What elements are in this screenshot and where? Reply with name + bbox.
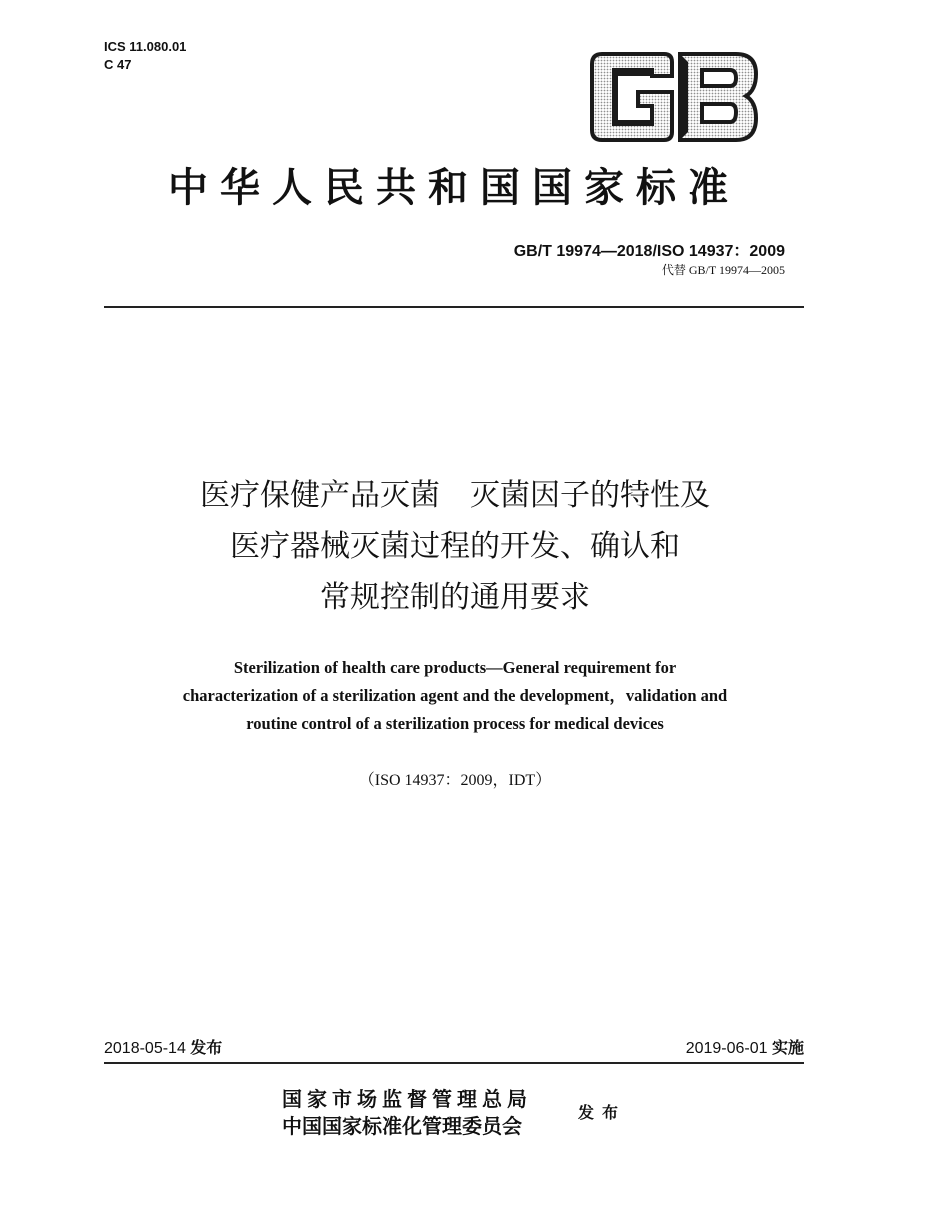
issuer-sac: 中国国家标准化管理委员会 <box>282 1114 522 1138</box>
classification-codes <box>104 38 186 74</box>
national-standard-heading: 中华人民共和国国家标准 <box>168 164 740 211</box>
publish-label: 发布 <box>578 1103 627 1122</box>
english-title-line-1: Sterilization of health care products—General requirement for <box>233 658 677 677</box>
english-title <box>75 654 835 738</box>
implementation-date-value: 2019-06-01 <box>685 1040 768 1057</box>
iso-equivalence: （ISO 14937：2009，IDT） <box>358 772 552 789</box>
header-divider <box>104 306 804 308</box>
ics-code: ICS 11.080.01 <box>104 39 187 54</box>
english-title-line-2: characterization of a sterilization agent and the development，validation and <box>182 686 728 705</box>
chinese-title-line-2: 医疗器械灭菌过程的开发、确认和 <box>230 529 680 564</box>
issue-date <box>104 1037 222 1060</box>
issuing-authorities <box>282 1086 532 1140</box>
issue-date-value: 2018-05-14 <box>104 1040 186 1057</box>
ccs-code: C 47 <box>104 57 132 72</box>
gb-logo <box>588 50 760 144</box>
footer-divider <box>104 1062 804 1064</box>
replaces-standard: 代替 GB/T 19974—2005 <box>661 263 785 277</box>
standard-number: GB/T 19974—2018/ISO 14937：2009 <box>513 243 785 260</box>
implementation-date <box>686 1037 804 1060</box>
issuer-samr: 国家市场监督管理总局 <box>282 1087 532 1111</box>
implementation-date-label: 实施 <box>771 1038 804 1057</box>
chinese-title-line-1: 医疗保健产品灭菌 灭菌因子的特性及 <box>200 478 710 513</box>
issue-date-label: 发布 <box>190 1038 223 1057</box>
chinese-title-line-3: 常规控制的通用要求 <box>320 580 590 615</box>
english-title-line-3: routine control of a sterilization process for medical devices <box>246 714 664 733</box>
chinese-title <box>75 470 835 623</box>
